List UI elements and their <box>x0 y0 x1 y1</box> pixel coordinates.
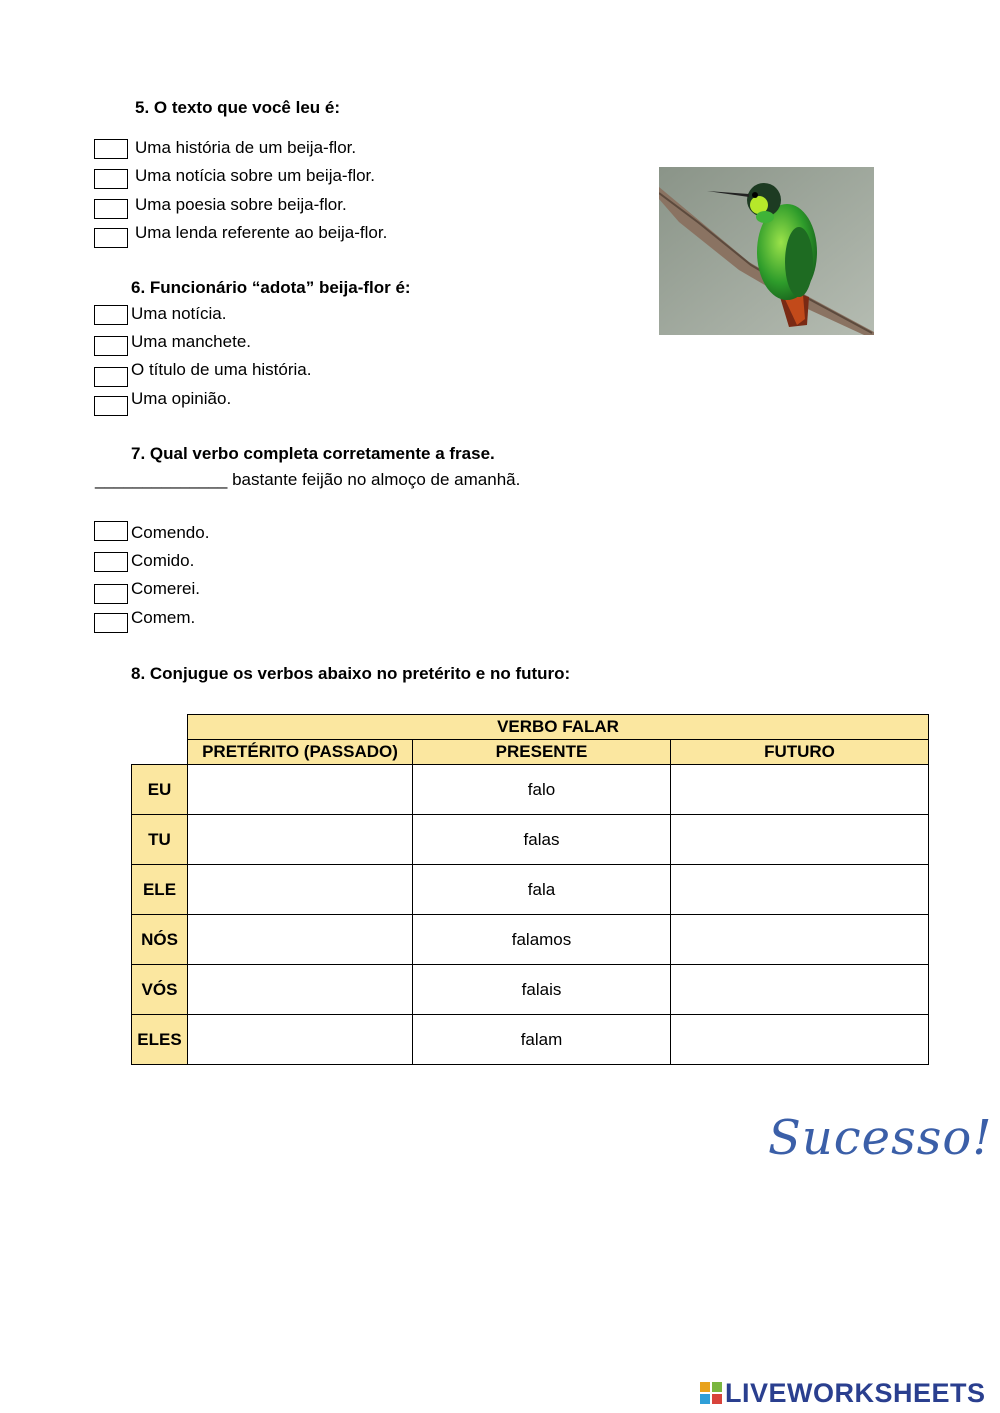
q5-option-1: Uma história de um beija-flor. <box>135 138 357 157</box>
q6-checkbox-1[interactable] <box>94 305 128 325</box>
header-preterito: PRETÉRITO (PASSADO) <box>188 740 413 765</box>
q6-option-4: Uma opinião. <box>131 389 232 408</box>
table-row <box>132 865 929 915</box>
preterito-answer-cell[interactable] <box>188 765 413 815</box>
futuro-answer-cell[interactable] <box>671 865 929 915</box>
futuro-answer-cell[interactable] <box>671 965 929 1015</box>
header-presente: PRESENTE <box>413 740 671 765</box>
table-row <box>132 815 929 865</box>
present-cell: falais <box>413 965 671 1015</box>
q7-sentence: ______________ bastante feijão no almoço de amanhã. <box>95 470 521 489</box>
q5-checkbox-1[interactable] <box>94 139 128 159</box>
q5-option-4: Uma lenda referente ao beija-flor. <box>135 223 388 242</box>
table-caption: VERBO FALAR <box>188 715 929 740</box>
q5-option-3: Uma poesia sobre beija-flor. <box>135 195 347 214</box>
present-cell: falam <box>413 1015 671 1065</box>
q6-option-3: O título de uma história. <box>131 360 312 379</box>
futuro-answer-cell[interactable] <box>671 765 929 815</box>
table-corner <box>132 715 188 740</box>
preterito-answer-cell[interactable] <box>188 865 413 915</box>
q6-title: 6. Funcionário “adota” beija-flor é: <box>131 278 411 297</box>
table-row <box>132 915 929 965</box>
pronoun-cell: VÓS <box>132 965 188 1015</box>
hummingbird-image <box>659 167 874 335</box>
table-row <box>132 765 929 815</box>
pronoun-cell: ELE <box>132 865 188 915</box>
table-corner-2 <box>132 740 188 765</box>
present-cell: falas <box>413 815 671 865</box>
q5-checkbox-2[interactable] <box>94 169 128 189</box>
preterito-answer-cell[interactable] <box>188 915 413 965</box>
q8-title: 8. Conjugue os verbos abaixo no pretérito e no futuro: <box>131 664 571 683</box>
q6-checkbox-2[interactable] <box>94 336 128 356</box>
q6-checkbox-3[interactable] <box>94 367 128 387</box>
conjugation-table <box>131 714 929 1065</box>
q7-checkbox-1[interactable] <box>94 521 128 541</box>
pronoun-cell: NÓS <box>132 915 188 965</box>
pronoun-cell: TU <box>132 815 188 865</box>
q6-option-2: Uma manchete. <box>131 332 251 351</box>
header-futuro: FUTURO <box>671 740 929 765</box>
table-row <box>132 1015 929 1065</box>
preterito-answer-cell[interactable] <box>188 1015 413 1065</box>
present-cell: falo <box>413 765 671 815</box>
liveworksheets-brand-text: LIVEWORKSHEETS <box>725 1377 986 1408</box>
preterito-answer-cell[interactable] <box>188 965 413 1015</box>
q6-checkbox-4[interactable] <box>94 396 128 416</box>
futuro-answer-cell[interactable] <box>671 1015 929 1065</box>
q7-option-4: Comem. <box>131 608 196 627</box>
q5-title: 5. O texto que você leu é: <box>135 98 341 117</box>
present-cell: fala <box>413 865 671 915</box>
present-cell: falamos <box>413 915 671 965</box>
q7-option-3: Comerei. <box>131 579 200 598</box>
q5-checkbox-3[interactable] <box>94 199 128 219</box>
futuro-answer-cell[interactable] <box>671 915 929 965</box>
q6-option-1: Uma notícia. <box>131 304 227 323</box>
futuro-answer-cell[interactable] <box>671 815 929 865</box>
q7-option-2: Comido. <box>131 551 195 570</box>
liveworksheets-logo-icon <box>700 1382 722 1404</box>
q7-title: 7. Qual verbo completa corretamente a frase. <box>131 444 495 463</box>
q7-checkbox-3[interactable] <box>94 584 128 604</box>
q5-option-2: Uma notícia sobre um beija-flor. <box>135 166 375 185</box>
q7-option-1: Comendo. <box>131 523 210 542</box>
table-row <box>132 965 929 1015</box>
preterito-answer-cell[interactable] <box>188 815 413 865</box>
q5-checkbox-4[interactable] <box>94 228 128 248</box>
q7-checkbox-2[interactable] <box>94 552 128 572</box>
liveworksheets-logo[interactable] <box>700 1378 986 1408</box>
sucesso-text: Sucesso! <box>768 1110 993 1166</box>
pronoun-cell: ELES <box>132 1015 188 1065</box>
q7-checkbox-4[interactable] <box>94 613 128 633</box>
pronoun-cell: EU <box>132 765 188 815</box>
